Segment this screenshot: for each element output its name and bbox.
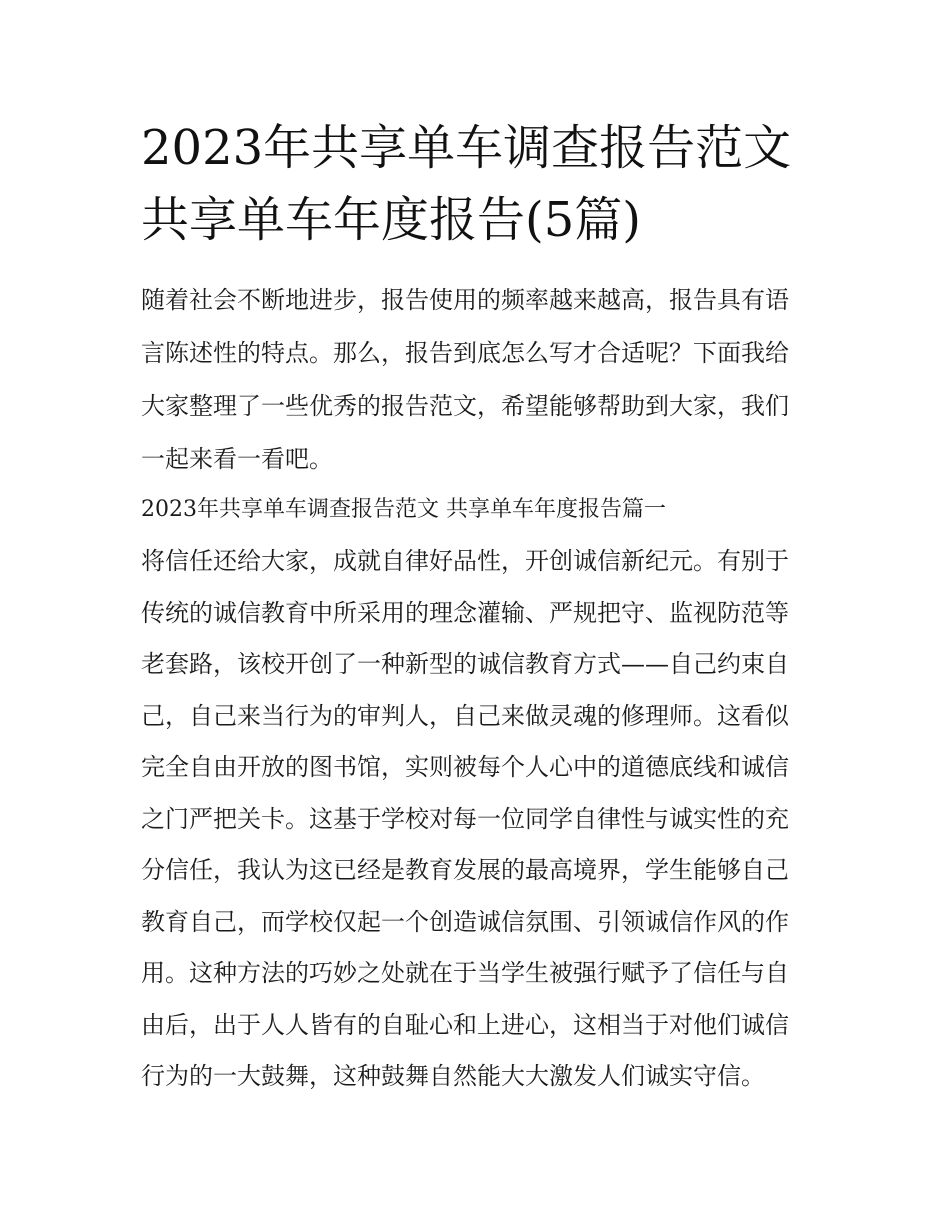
body-line: 己，自己来当行为的审判人，自己来做灵魂的修理师。这看似 — [141, 701, 789, 730]
section-heading: 2023年共享单车调查报告范文 共享单车年度报告篇一 — [141, 497, 666, 522]
body-line: 行为的一大鼓舞，这种鼓舞自然能大大激发人们诚实守信。 — [141, 1062, 765, 1090]
body-line: 由后，出于人人皆有的自耻心和上进心，这相当于对他们诚信 — [141, 1010, 789, 1039]
body-line: 完全自由开放的图书馆，实则被每个人心中的道德底线和诚信 — [141, 753, 789, 781]
intro-line: 一起来看一看吧。 — [141, 445, 333, 473]
intro-line: 随着社会不断地进步，报告使用的频率越来越高，报告具有语 — [141, 286, 789, 314]
body-line: 分信任，我认为这已经是教育发展的最高境界，学生能够自己 — [141, 856, 789, 884]
body-line: 用。这种方法的巧妙之处就在于当学生被强行赋予了信任与自 — [141, 959, 789, 987]
body-line: 传统的诚信教育中所采用的理念灌输、严规把守、监视防范等 — [141, 598, 789, 627]
document-title — [141, 112, 811, 256]
title-line-1: 2023年共享单车调查报告范文 — [141, 120, 792, 176]
document-content — [141, 112, 811, 1103]
intro-paragraph — [141, 274, 811, 486]
body-line: 老套路，该校开创了一种新型的诚信教育方式——自己约束自 — [141, 650, 789, 678]
body-line: 将信任还给大家，成就自律好品性，开创诚信新纪元。有别于 — [141, 547, 789, 575]
intro-line: 言陈述性的特点。那么，报告到底怎么写才合适呢？下面我给 — [141, 339, 789, 367]
body-line: 教育自己，而学校仅起一个创造诚信氛围、引领诚信作风的作 — [141, 907, 789, 936]
body-paragraph — [141, 536, 811, 1103]
body-line: 之门严把关卡。这基于学校对每一位同学自律性与诚实性的充 — [141, 804, 789, 833]
title-line-2: 共享单车年度报告(5篇) — [141, 192, 641, 248]
intro-line: 大家整理了一些优秀的报告范文，希望能够帮助到大家，我们 — [141, 392, 789, 420]
